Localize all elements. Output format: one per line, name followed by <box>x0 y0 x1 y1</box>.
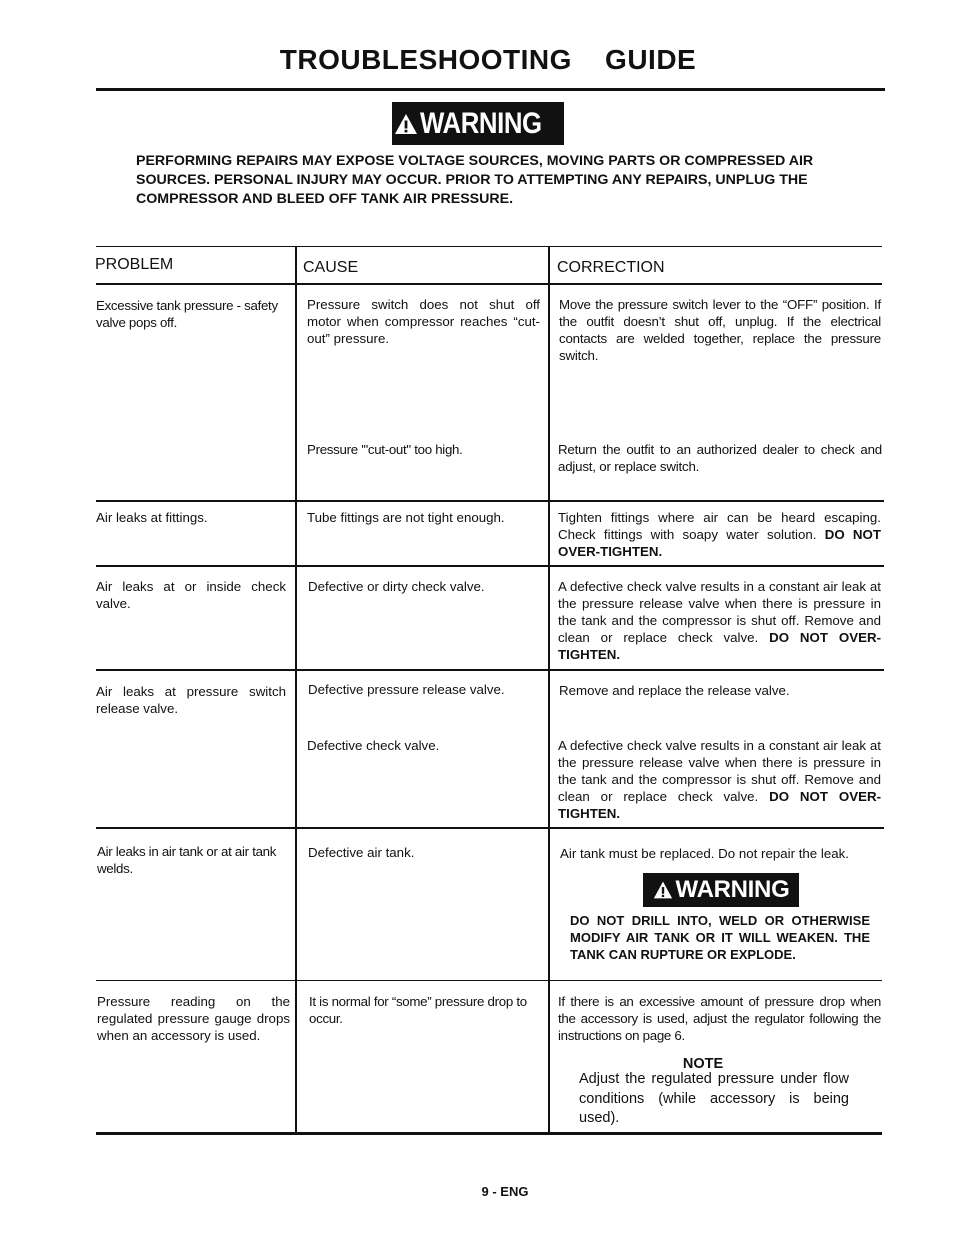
row-divider <box>96 669 884 671</box>
correction-cell: Air tank must be replaced. Do not repair the leak. <box>560 846 849 861</box>
column-header-cause: CAUSE <box>303 259 359 276</box>
tank-warning-label: WARNING <box>675 876 790 903</box>
correction-text: A defective check valve results in a constant air leak at the pressure release valve when there is pressure in the tank and the compressor is shut off. Remove and clean or replace check valve. <box>558 738 881 804</box>
correction-cell: Move the pressure switch lever to the “OFF” position. If the outfit doesn’t shut off, unplug. If the electrical contacts are welded together, replace the pressure switch. <box>559 297 881 363</box>
cause-cell: Defective pressure release valve. <box>308 682 505 697</box>
cause-cell: Defective check valve. <box>307 738 440 753</box>
column-header-problem: PROBLEM <box>95 256 174 273</box>
row-divider <box>96 500 884 502</box>
warning-label: WARNING <box>420 106 542 140</box>
row-divider <box>96 565 884 567</box>
correction-text: Tighten fittings where air can be heard escaping. Check fittings with soapy water solution. <box>558 510 881 542</box>
correction-cell <box>558 737 881 822</box>
problem-cell: Air leaks at or inside check valve. <box>96 579 286 611</box>
page-title: TROUBLESHOOTING GUIDE <box>279 44 697 75</box>
cause-cell: Pressure switch does not shut off motor when compressor reaches “cut-out” pressure. <box>307 297 540 346</box>
problem-cell: Excessive tank pressure - safety valve pops off. <box>96 298 278 330</box>
table-top-rule <box>96 246 882 247</box>
alert-triangle-icon <box>394 112 418 136</box>
tank-warning-text: DO NOT DRILL INTO, WELD OR OTHERWISE MODIFY AIR TANK OR IT WILL WEAKEN. THE TANK CAN RUPTURE OR EXPLODE. <box>570 913 870 962</box>
tank-warning-badge <box>643 873 799 907</box>
column-divider <box>295 246 297 1134</box>
cause-cell: Defective air tank. <box>308 845 415 860</box>
correction-cell <box>558 509 881 560</box>
correction-cell: Return the outfit to an authorized dealer to check and adjust, or replace switch. <box>558 442 882 474</box>
page-number: 9 - ENG <box>481 1184 529 1199</box>
column-header-correction: CORRECTION <box>557 259 665 276</box>
table-bottom-rule <box>96 1132 882 1135</box>
correction-text: A defective check valve results in a constant air leak at the pressure release valve when there is pressure in the tank and the compressor is shut off. Remove and clean or replace check valve. <box>558 579 881 645</box>
title-rule <box>96 88 885 91</box>
problem-cell: Air leaks at pressure switch release valve. <box>96 684 286 716</box>
correction-cell: Remove and replace the release valve. <box>559 683 790 698</box>
warning-badge <box>392 102 564 145</box>
problem-cell: Air leaks in air tank or at air tank welds. <box>97 844 277 876</box>
cause-cell: It is normal for “some” pressure drop to occur. <box>309 994 527 1026</box>
note-text: Adjust the regulated pressure under flow conditions (while accessory is being used). <box>579 1071 849 1126</box>
problem-cell: Pressure reading on the regulated pressure gauge drops when an accessory is used. <box>97 994 290 1043</box>
column-divider <box>548 246 550 1134</box>
correction-cell <box>558 578 881 663</box>
caution-text: DO NOT OVER-TIGHTEN. <box>558 789 881 821</box>
cause-cell: Tube fittings are not tight enough. <box>307 510 505 525</box>
caution-text: DO NOT OVER-TIGHTEN. <box>558 630 881 662</box>
alert-triangle-icon <box>653 880 673 900</box>
caution-text: DO NOT OVER-TIGHTEN. <box>558 527 881 559</box>
correction-cell: If there is an excessive amount of pressure drop when the accessory is used, adjust the regulator following the instructions on page 6. <box>558 994 881 1043</box>
note-title: NOTE <box>682 1056 724 1072</box>
row-divider <box>96 980 882 981</box>
problem-cell: Air leaks at fittings. <box>96 510 208 525</box>
warning-text: PERFORMING REPAIRS MAY EXPOSE VOLTAGE SOURCES, MOVING PARTS OR COMPRESSED AIR SOURCES. PERSONAL INJURY MAY OCCUR. PRIOR TO ATTEMPTING ANY REPAIRS, UNPLUG THE COMPRESSOR AND BLEED OFF TANK AIR PRESSURE. <box>136 153 814 207</box>
row-divider <box>96 827 884 829</box>
table-header-rule <box>96 283 882 285</box>
cause-cell: Defective or dirty check valve. <box>308 579 485 594</box>
cause-cell: Pressure '"cut-out" too high. <box>307 442 463 457</box>
